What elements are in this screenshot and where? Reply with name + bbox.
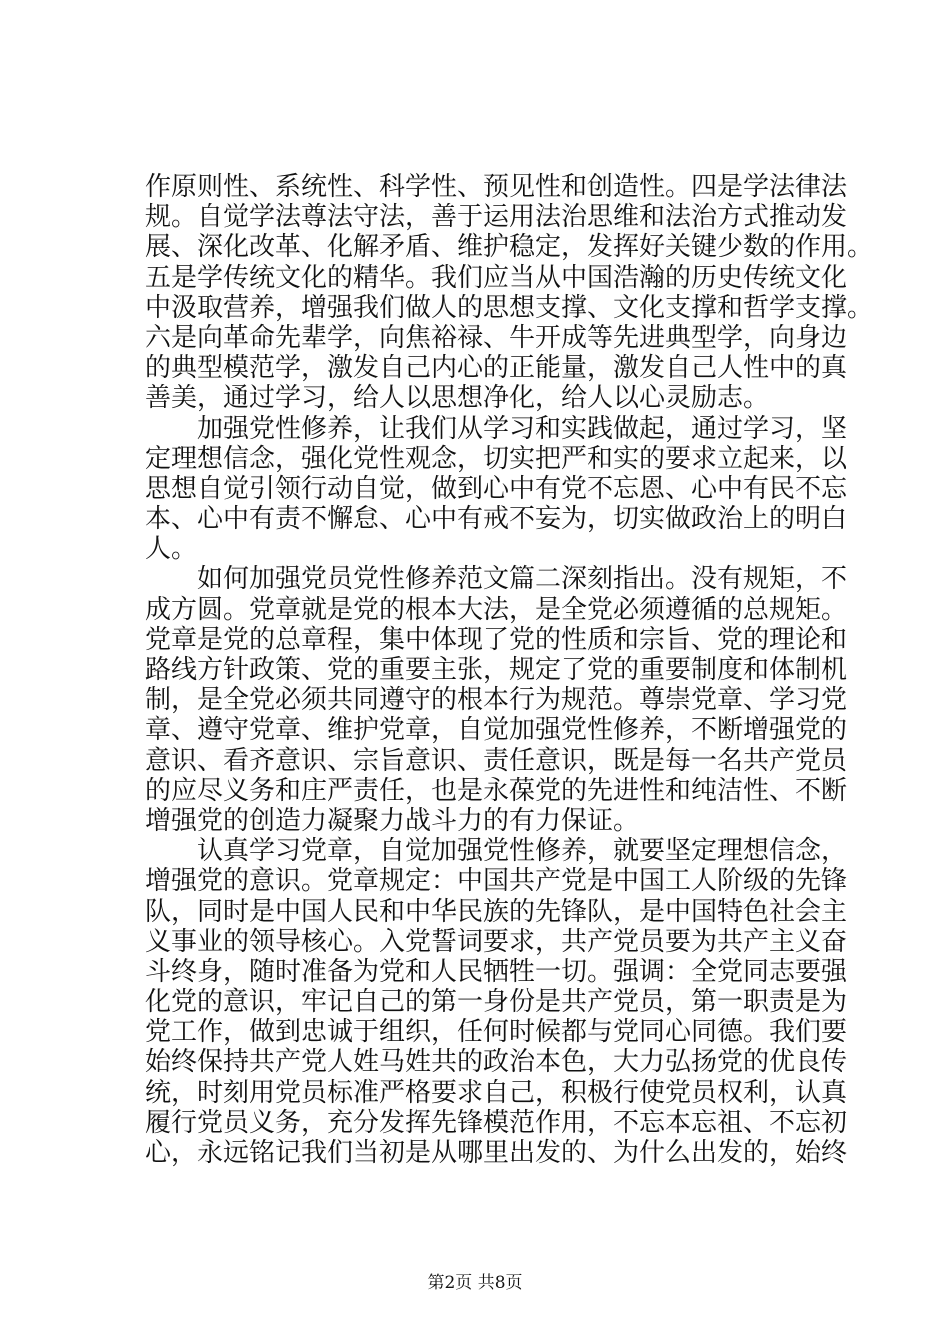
text-line: 路线方针政策、党的重要主张，规定了党的重要制度和体制机 <box>145 655 848 685</box>
text-line: 心，永远铭记我们当初是从哪里出发的、为什么出发的，始终 <box>145 1138 848 1168</box>
text-line: 履行党员义务，充分发挥先锋模范作用，不忘本忘祖、不忘初 <box>145 1107 848 1138</box>
text-line: 规。自觉学法尊法守法，善于运用法治思维和法治方式推动发 <box>145 202 848 233</box>
body-text <box>145 172 874 1168</box>
text-line: 人。 <box>145 534 198 565</box>
text-line: 统，时刻用党员标准严格要求自己，积极行使党员权利，认真 <box>145 1077 848 1108</box>
text-line: 善美，通过学习，给人以思想净化，给人以心灵励志。 <box>145 383 770 414</box>
text-line: 的典型模范学，激发自己内心的正能量，激发自己人性中的真 <box>145 353 848 384</box>
text-line: 斗终身，随时准备为党和人民牺牲一切。强调：全党同志要强 <box>145 956 848 987</box>
page-number-footer: 第2页 共8页 <box>427 1273 523 1293</box>
text-line: 义事业的领导核心。入党誓词要求，共产党员要为共产主义奋 <box>145 926 848 957</box>
text-line: 的应尽义务和庄严责任，也是永葆党的先进性和纯洁性、不断 <box>145 775 848 806</box>
text-line: 五是学传统文化的精华。我们应当从中国浩瀚的历史传统文化 <box>145 262 848 293</box>
text-line: 本、心中有责不懈怠、心中有戒不妄为，切实做政治上的明白 <box>145 504 848 535</box>
text-line: 六是向革命先辈学，向焦裕禄、牛开成等先进典型学，向身边 <box>145 322 848 353</box>
text-line: 定理想信念，强化党性观念，切实把严和实的要求立起来，以 <box>145 443 848 474</box>
text-line: 作原则性、系统性、科学性、预见性和创造性。四是学法律法 <box>145 172 848 202</box>
text-line: 认真学习党章，自觉加强党性修养，就要坚定理想信念， <box>145 836 848 867</box>
text-line: 章、遵守党章、维护党章，自觉加强党性修养，不断增强党的 <box>145 715 848 746</box>
text-line: 制，是全党必须共同遵守的根本行为规范。尊崇党章、学习党 <box>145 685 848 716</box>
text-line: 成方圆。党章就是党的根本大法，是全党必须遵循的总规矩。 <box>145 594 848 625</box>
text-line: 增强党的创造力凝聚力战斗力的有力保证。 <box>145 805 640 836</box>
text-line: 意识、看齐意识、宗旨意识、责任意识，既是每一名共产党员 <box>145 745 848 776</box>
text-line: 中汲取营养，增强我们做人的思想支撑、文化支撑和哲学支撑。 <box>145 292 874 323</box>
text-line: 党章是党的总章程，集中体现了党的性质和宗旨、党的理论和 <box>145 624 848 655</box>
text-line: 如何加强党员党性修养范文篇二深刻指出。没有规矩，不 <box>145 564 848 595</box>
text-line: 展、深化改革、化解矛盾、维护稳定，发挥好关键少数的作用。 <box>145 232 874 263</box>
text-line: 队，同时是中国人民和中华民族的先锋队，是中国特色社会主 <box>145 896 848 927</box>
text-line: 始终保持共产党人姓马姓共的政治本色，大力弘扬党的优良传 <box>145 1047 848 1078</box>
text-line: 加强党性修养，让我们从学习和实践做起，通过学习，坚 <box>145 413 848 444</box>
text-line: 思想自觉引领行动自觉，做到心中有党不忘恩、心中有民不忘 <box>145 473 848 504</box>
text-line: 化党的意识，牢记自己的第一身份是共产党员，第一职责是为 <box>145 987 848 1018</box>
text-line: 增强党的意识。党章规定：中国共产党是中国工人阶级的先锋 <box>145 866 848 897</box>
text-line: 党工作，做到忠诚于组织，任何时候都与党同心同德。我们要 <box>145 1017 848 1048</box>
